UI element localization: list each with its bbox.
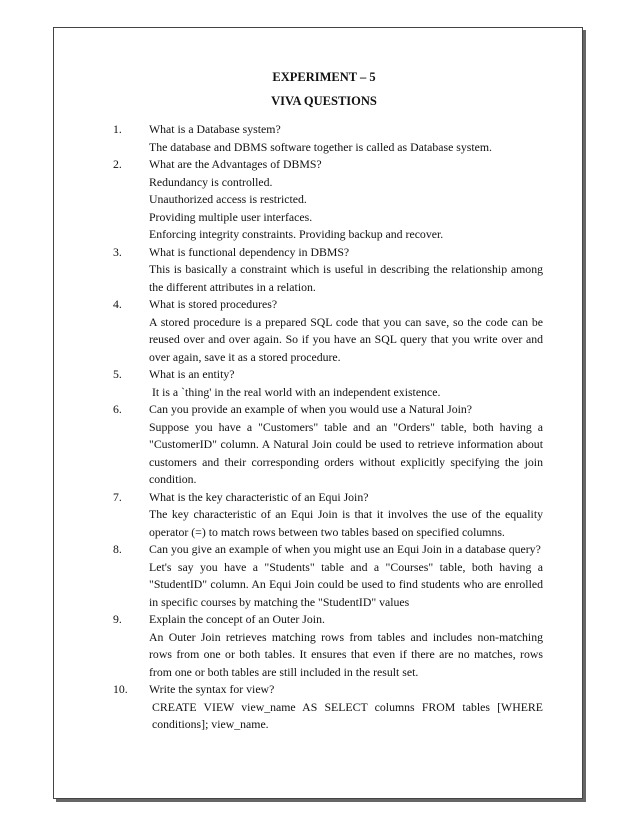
question-item-6 <box>113 401 543 489</box>
answer-text: An Outer Join retrieves matching rows from tables and includes non-matching rows from one or both tables. It ensures that even if there are no matches, rows from one or both tables are still included in the result set. <box>149 629 543 679</box>
question-item-7 <box>113 489 543 542</box>
question-text: What is a Database system? <box>149 122 281 136</box>
question-item-4 <box>113 296 543 366</box>
answer-text: Let's say you have a "Students" table and a "Courses" table, both having a "StudentID" column. An Equi Join could be used to find students who are enrolled in specific courses by matching the "StudentID" values <box>149 559 543 609</box>
question-item-1 <box>113 121 543 156</box>
answer-text: Suppose you have a "Customers" table and an "Orders" table, both having a "CustomerID" column. A Natural Join could be used to retrieve information about customers and their corresponding orders without explicitly specifying the join condition. <box>149 419 543 486</box>
question-text: What is stored procedures? <box>149 297 278 311</box>
question-item-2 <box>113 156 543 244</box>
question-number: 2. <box>113 157 122 171</box>
question-number: 8. <box>113 542 122 556</box>
question-text: What is an entity? <box>149 367 235 381</box>
question-item-8 <box>113 541 543 611</box>
answer-line: Enforcing integrity constraints. Providing backup and recover. <box>149 227 444 241</box>
question-text: Can you give an example of when you might use an Equi Join in a database query? <box>149 542 541 556</box>
question-text: What are the Advantages of DBMS? <box>149 157 322 171</box>
question-item-10 <box>113 681 543 734</box>
question-number: 4. <box>113 297 122 311</box>
answer-line: Redundancy is controlled. <box>149 174 273 189</box>
question-number: 9. <box>113 612 122 626</box>
question-text: Write the syntax for view? <box>149 682 275 696</box>
question-number: 7. <box>113 489 122 504</box>
question-number: 1. <box>113 122 122 136</box>
page-subtitle: VIVA QUESTIONS <box>271 94 377 108</box>
page-title: EXPERIMENT – 5 <box>272 70 376 84</box>
question-number: 5. <box>113 367 122 381</box>
answer-text: A stored procedure is a prepared SQL code that you can save, so the code can be reused over and over again. So if you have an SQL query that you write over and over again, save it as a stored procedure. <box>149 314 543 364</box>
question-text: What is the key characteristic of an Equi Join? <box>149 489 369 504</box>
answer-text: The database and DBMS software together is called as Database system. <box>149 139 492 154</box>
answer-text: It is a `thing' in the real world with an independent existence. <box>149 384 441 399</box>
question-number: 3. <box>113 244 122 259</box>
answer-line: Unauthorized access is restricted. <box>149 192 307 206</box>
question-text: Explain the concept of an Outer Join. <box>149 612 325 626</box>
answer-line: Providing multiple user interfaces. <box>149 209 313 224</box>
question-item-9 <box>113 611 543 681</box>
answer-text: This is basically a constraint which is useful in describing the relationship among the different attributes in a relation. <box>149 262 543 294</box>
question-list <box>113 121 543 734</box>
question-item-3 <box>113 244 543 297</box>
question-text: What is functional dependency in DBMS? <box>149 244 350 259</box>
question-item-5 <box>113 366 543 401</box>
question-text: Can you provide an example of when you would use a Natural Join? <box>149 402 473 416</box>
answer-text: The key characteristic of an Equi Join is that it involves the use of the equality operator (=) to match rows between two tables based on specified columns. <box>149 507 543 539</box>
answer-code: CREATE VIEW view_name AS SELECT columns FROM tables [WHERE conditions]; view_name. <box>152 699 543 731</box>
question-number: 6. <box>113 402 122 416</box>
question-number: 10. <box>113 682 128 696</box>
